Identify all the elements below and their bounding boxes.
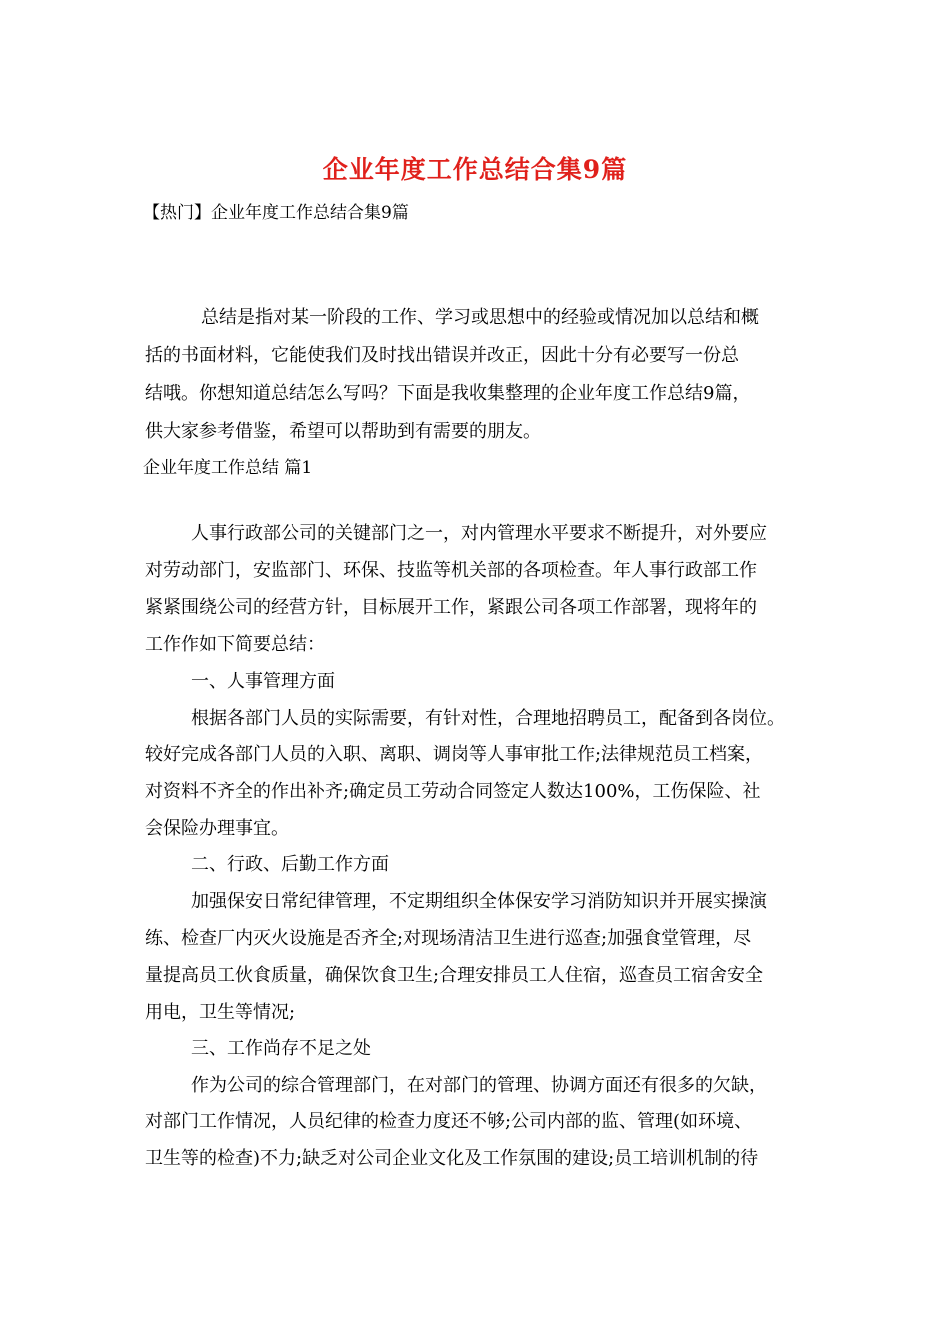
intro-line: 供大家参考借鉴，希望可以帮助到有需要的朋友。: [145, 421, 541, 442]
paragraph-line: 作为公司的综合管理部门，在对部门的管理、协调方面还有很多的欠缺，: [191, 1075, 767, 1096]
paragraph-line: 加强保安日常纪律管理，不定期组织全体保安学习消防知识并开展实操演: [191, 891, 767, 912]
paragraph-line: 对劳动部门，安监部门、环保、技监等机关部的各项检查。年人事行政部工作: [145, 560, 757, 581]
paragraph-line: 人事行政部公司的关键部门之一，对内管理水平要求不断提升，对外要应: [191, 523, 767, 544]
paragraph-line: 用电，卫生等情况;: [145, 1002, 296, 1023]
paragraph-line: 较好完成各部门人员的入职、离职、调岗等人事审批工作;法律规范员工档案，: [145, 744, 764, 765]
intro-line: 结哦。你想知道总结怎么写吗？下面是我收集整理的企业年度工作总结9篇，: [145, 383, 751, 404]
paragraph-line: 会保险办理事宜。: [145, 818, 289, 839]
paragraph-line: 卫生等的检查)不力;缺乏对公司企业文化及工作氛围的建设;员工培训机制的待: [145, 1148, 759, 1169]
intro-line: 总结是指对某一阶段的工作、学习或思想中的经验或情况加以总结和概: [201, 307, 759, 328]
document-title: 企业年度工作总结合集9篇: [322, 155, 628, 184]
paragraph-line: 紧紧围绕公司的经营方针，目标展开工作，紧跟公司各项工作部署，现将年的: [145, 597, 757, 618]
paragraph-line: 工作作如下简要总结：: [145, 634, 325, 655]
section-heading: 企业年度工作总结 篇1: [143, 458, 313, 478]
paragraph-line: 对资料不齐全的作出补齐;确定员工劳动合同签定人数达100%，工伤保险、社: [145, 781, 761, 802]
paragraph-line: 对部门工作情况，人员纪律的检查力度还不够;公司内部的监、管理(如环境、: [145, 1111, 753, 1132]
paragraph-line: 量提高员工伙食质量，确保饮食卫生;合理安排员工人住宿，巡查员工宿舍安全: [145, 965, 764, 986]
paragraph-line: 练、检查厂内灭火设施是否齐全;对现场清洁卫生进行巡查;加强食堂管理，尽: [145, 928, 752, 949]
intro-line: 括的书面材料，它能使我们及时找出错误并改正，因此十分有必要写一份总: [145, 345, 739, 366]
document-subtitle: 【热门】企业年度工作总结合集9篇: [143, 203, 409, 223]
subsection-heading: 一、人事管理方面: [191, 671, 335, 692]
paragraph-line: 根据各部门人员的实际需要，有针对性，合理地招聘员工，配备到各岗位。: [191, 708, 785, 729]
subsection-heading: 三、工作尚存不足之处: [191, 1038, 371, 1059]
subsection-heading: 二、行政、后勤工作方面: [191, 854, 389, 875]
